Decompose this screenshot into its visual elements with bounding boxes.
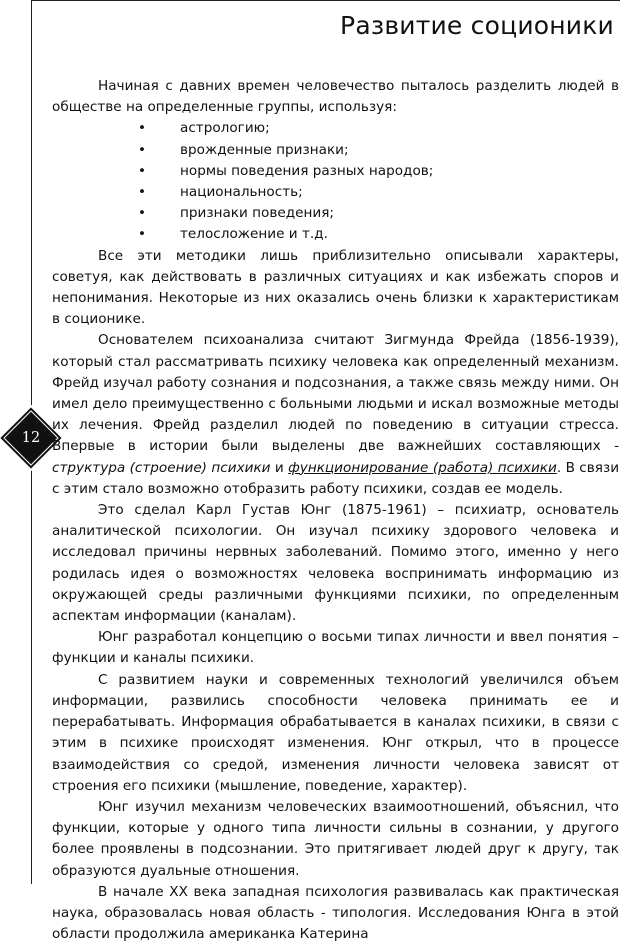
structure-term: структура (строение) психики bbox=[52, 459, 271, 476]
paragraph-intro: Начиная с давних времен человечество пыталось разделить людей в обществе на определенные группы, используя: bbox=[52, 78, 619, 116]
paragraph-methods: Все эти методики лишь приблизительно описывали характеры, советуя, как действовать в различных ситуациях и как избежать споров и непонимания. Некоторые из них оказались очень близки к характеристикам в соционике. bbox=[52, 247, 619, 328]
body-text bbox=[52, 76, 619, 945]
list-item: • телосложение и т.д. bbox=[52, 224, 619, 245]
paragraph-freud-end: . В связи с этим стало возможно отобразить работу психики, создав ее модель. bbox=[52, 459, 620, 497]
list-item: • нормы поведения разных народов; bbox=[52, 161, 619, 182]
list-item: • астрологию; bbox=[52, 118, 619, 139]
paragraph-freud-start: Основателем психоанализа считают Зигмунда Фрейда (1856-1939), который стал рассматривать психику человека как определенный механизм. Фрейд изучал работу сознания и подсознания, а также связь между ними. Он имел дело преимущественно с больными людьми и искал возможные методы их лечения. Фрейд разделил людей по поведению в ситуации стресса. Впервые в истории были выделены две важнейших составляющих - bbox=[52, 332, 619, 455]
paragraph-freud bbox=[52, 330, 619, 500]
function-term: функционирование (работа) психики bbox=[288, 459, 557, 476]
paragraph-relations: Юнг изучил механизм человеческих взаимоотношений, объяснил, что функции, которые у одного типа личности сильны в сознании, у другого более проявлены в подсознании. Это притягивает людей друг к другу, так образуются дуальные отношения. bbox=[52, 798, 619, 879]
page-title: Развитие соционики bbox=[340, 11, 614, 40]
list-item: • признаки поведения; bbox=[52, 203, 619, 224]
page-frame-top-rule bbox=[31, 0, 620, 1]
paragraph-jung: Это сделал Карл Густав Юнг (1875-1961) – психиатр, основатель аналитической психологии. Он изучал психику здорового человека и исследовал причины нервных заболеваний. Помимо этого, именно у него родилась идея о возможностях человека воспринимать информацию из окружающей среды различными функциями психики, по определенным аспектам информации (каналам). bbox=[52, 502, 619, 625]
page-number: 12 bbox=[21, 430, 41, 446]
conjunction-text: и bbox=[270, 459, 289, 476]
paragraph-information: С развитием науки и современных технологий увеличился объем информации, развились способности человека принимать ее и перерабатывать. Информация обрабатывается в каналах психики, в связи с этим в психике происходят изменения. Юнг открыл, что в процессе взаимодействия со средой, изменения личности человека зависят от строения его психики (мышление, поведение, характер). bbox=[52, 671, 619, 794]
methods-list bbox=[52, 118, 619, 245]
paragraph-jung-concept: Юнг разработал концепцию о восьми типах личности и ввел понятия – функции и каналы психики. bbox=[52, 629, 619, 667]
paragraph-typology: В начале XX века западная психология развивалась как практическая наука, образовалась новая область - типология. Исследования Юнга в этой области продолжила американка Катерина bbox=[52, 883, 619, 943]
list-item: • национальность; bbox=[52, 182, 619, 203]
list-item: • врожденные признаки; bbox=[52, 140, 619, 161]
